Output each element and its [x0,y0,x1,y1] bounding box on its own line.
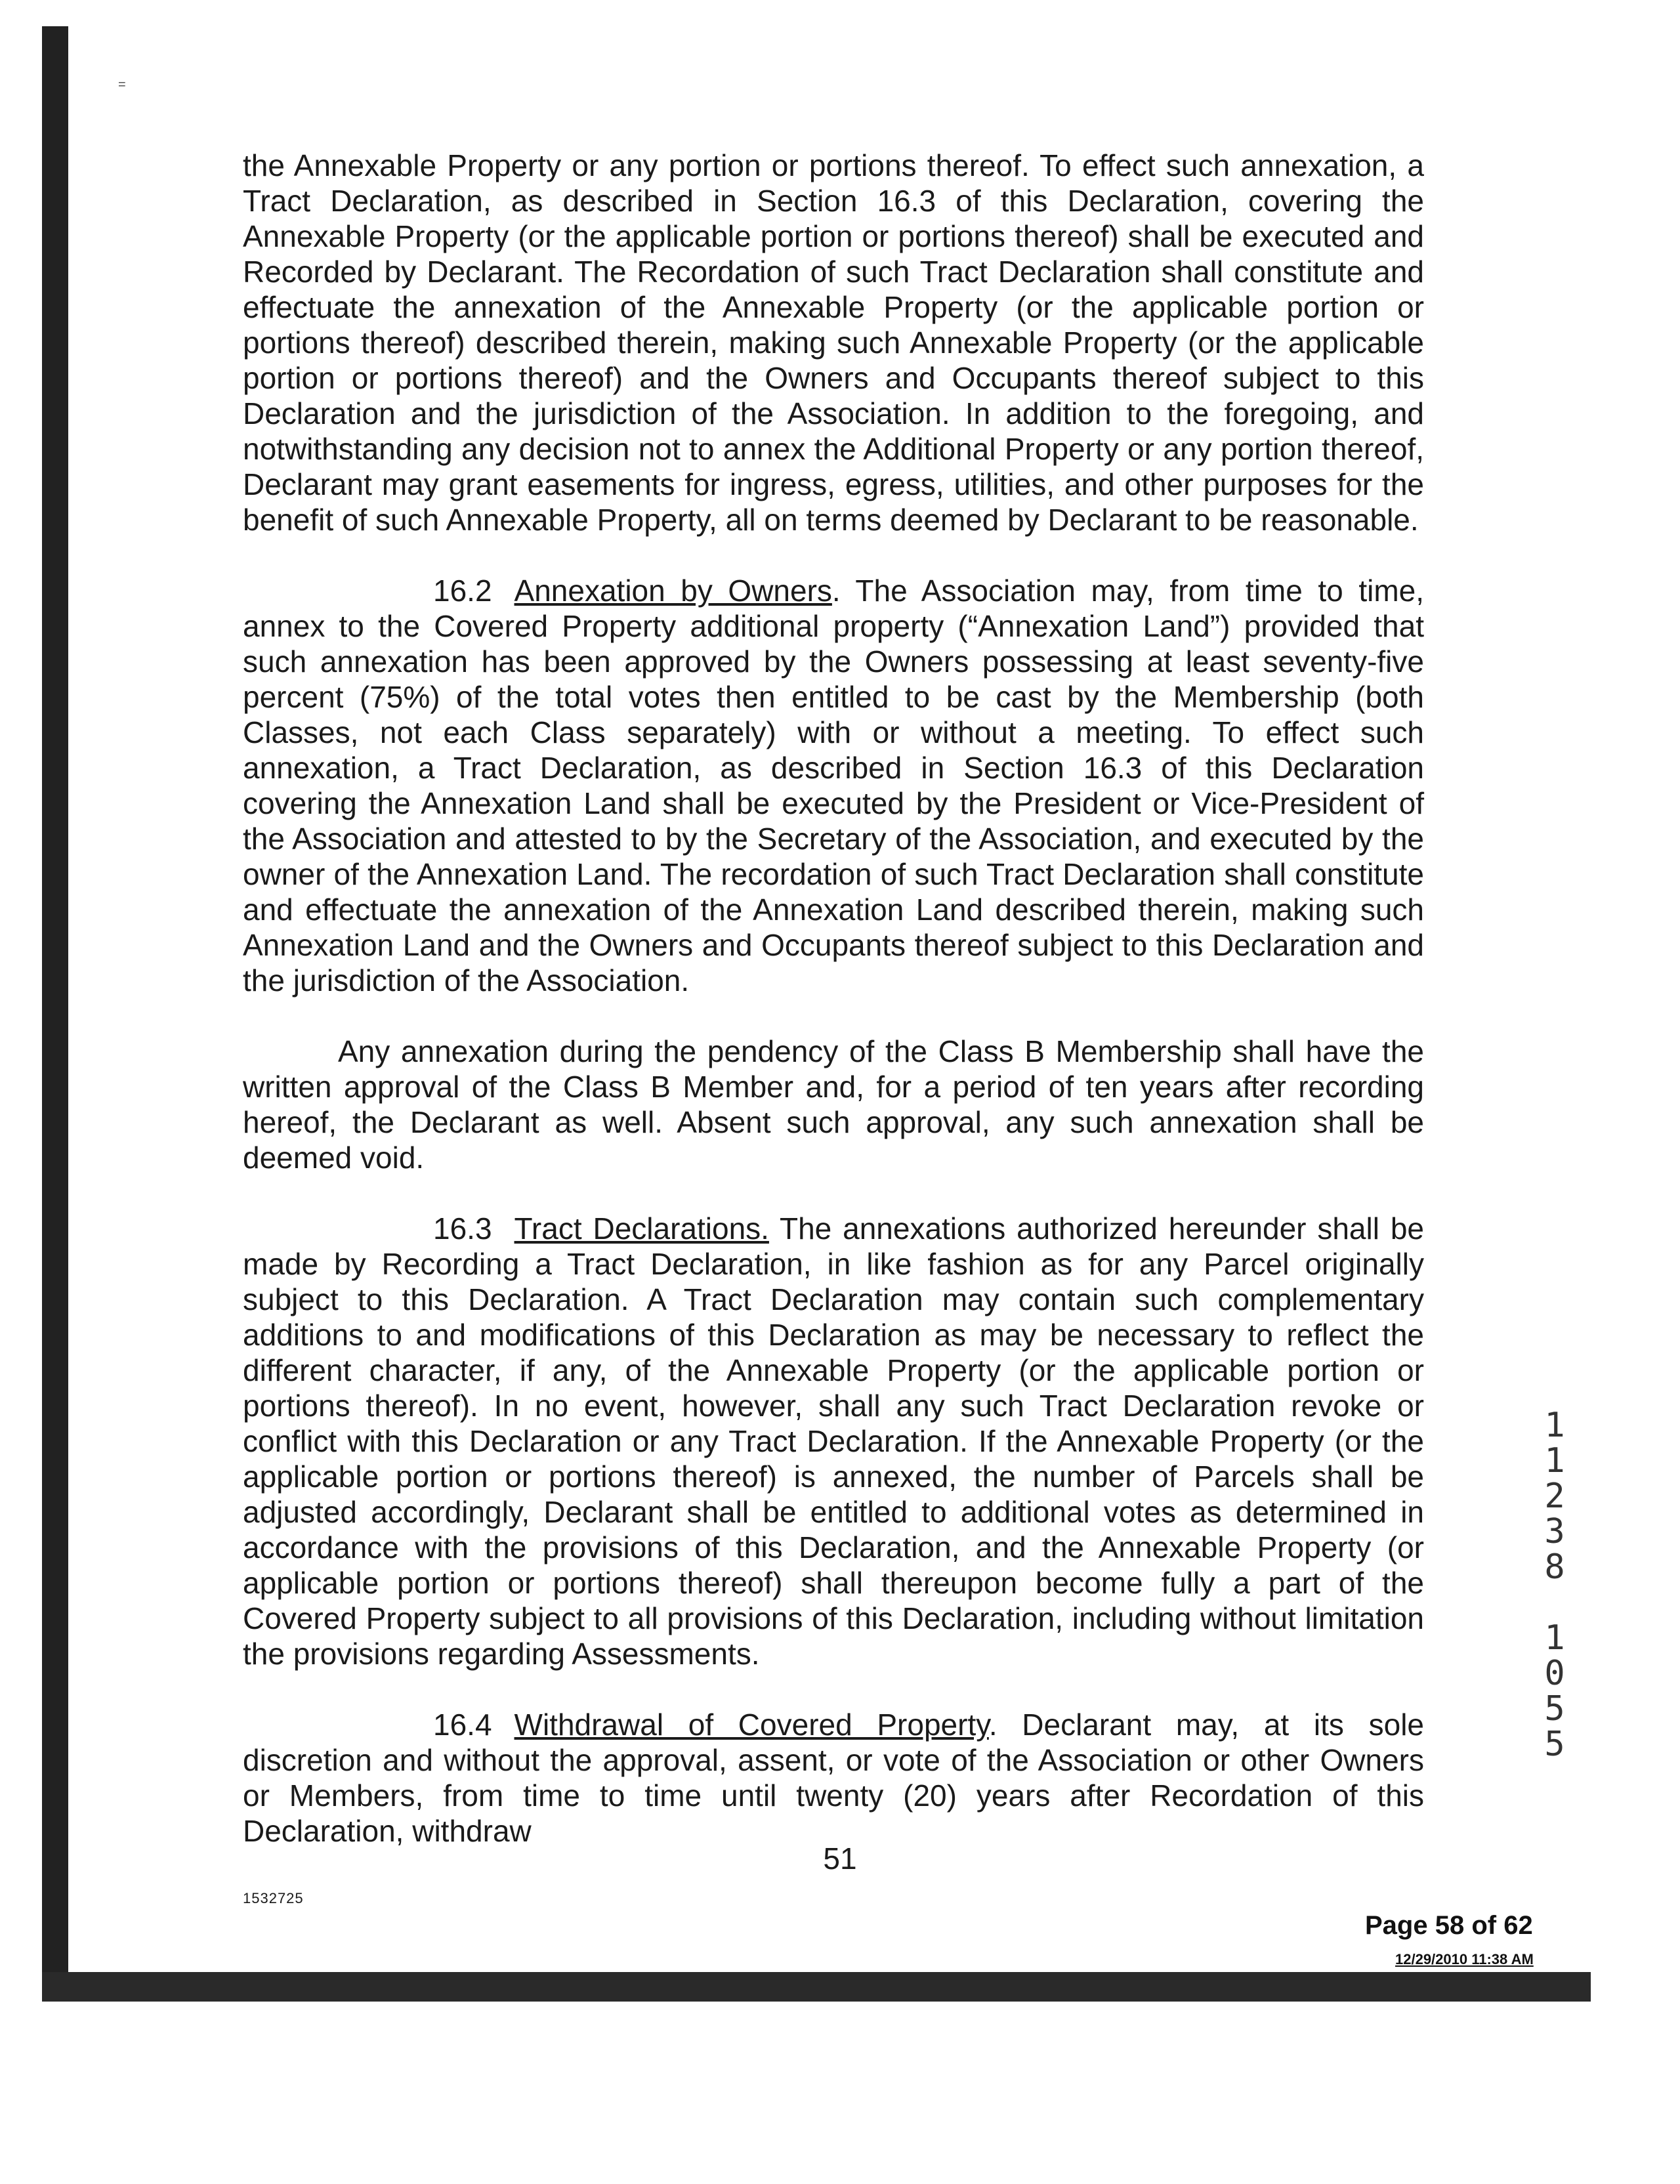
section-title: Annexation by Owners [514,574,832,608]
section-number: 16.2 [433,574,492,608]
page-number: 51 [823,1841,857,1876]
section-title: Tract Declarations. [514,1211,769,1246]
paragraph-text: Any annexation during the pendency of the Class B Membership shall have the written approval of the Class B Member and, for a period of ten years after recording hereof, the Declarant as well. Absent such approval, any such annexation shall be deemed void. [243,1034,1424,1175]
paragraph-annexable-property [243,148,1424,537]
document-body [243,148,1424,1884]
section-16-2 [243,573,1424,998]
stamp-digit: 5 [1544,1689,1565,1729]
section-16-4 [243,1707,1424,1849]
section-number: 16.3 [433,1211,492,1246]
section-title: Withdrawal of Covered Property [514,1708,989,1742]
paragraph-text: the Annexable Property or any portion or portions thereof. To effect such annexation, a Tract Declaration, as described in Section 16.3 of this Declaration, covering the Annexable Property (or the applicable portion or portions thereof) shall be executed and Recorded by Declarant. The Recordation of such Tract Declaration shall constitute and effectuate the annexation of the Annexable Property (or the applicable portion or portions thereof) described therein, making such Annexable Property (or the applicable portion or portions thereof) and the Owners and Occupants thereof subject to this Declaration and the jurisdiction of the Association. In addition to the foregoing, and notwithstanding any decision not to annex the Additional Property or any portion thereof, Declarant may grant easements for ingress, egress, utilities, and other purposes for the benefit of such Annexable Property, all on terms deemed by Declarant to be reasonable. [243,148,1424,537]
recorder-page-label: Page 58 of 62 [1365,1911,1533,1940]
stamp-digit: 5 [1544,1725,1565,1764]
paragraph-class-b-approval [243,1034,1424,1175]
stamp-digit: 1 [1544,1618,1565,1658]
stamp-digit: 3 [1544,1512,1565,1551]
section-16-3 [243,1211,1424,1671]
stamp-digit: 1 [1544,1441,1565,1480]
section-text: The annexations authorized hereunder shall be made by Recording a Tract Declaration, in like fashion as for any Parcel originally subject to this Declaration. A Tract Declaration may contain such complementary additions to and modifications of this Declaration as may be necessary to reflect the different character, if any, of the Annexable Property (or the applicable portion or portions thereof). In no event, however, shall any such Tract Declaration revoke or conflict with this Declaration or any Tract Declaration. If the Annexable Property (or the applicable portion or portions thereof) is annexed, the number of Parcels shall be adjusted accordingly, Declarant shall be entitled to additional votes as determined in accordance with the provisions of this Declaration, and the Annexable Property (or applicable portion or portions thereof) shall thereupon become fully a part of the Covered Property subject to all provisions of this Declaration, including without limitation the provisions regarding Assessments. [243,1211,1424,1671]
stamp-digit: 0 [1544,1654,1565,1693]
stamp-gap [1538,1585,1571,1620]
section-number: 16.4 [433,1708,492,1742]
stamp-digit: 1 [1544,1406,1565,1445]
stamp-digit: 2 [1544,1477,1565,1516]
section-text: . Declarant may, at its sole discretion and without the approval, assent, or vote of the Association or other Owners or Members, from time to time until twenty (20) years after Recordation of this Declaration, withdraw [243,1708,1424,1848]
document-id: 1532725 [243,1890,304,1906]
recording-number-stamp [1538,1408,1571,1762]
scan-edge-bottom [42,1972,1591,2002]
recorder-timestamp: 12/29/2010 11:38 AM [1395,1951,1534,1967]
scan-edge-left [42,26,68,2002]
stamp-digit: 8 [1544,1547,1565,1587]
section-text: . The Association may, from time to time, annex to the Covered Property additional property (“Annexation Land”) provided that such annexation has been approved by the Owners possessing at least seventy-five percent (75%) of the total votes then entitled to be cast by the Membership (both Classes, not each Class separately) with or without a meeting. To effect such annexation, a Tract Declaration, as described in Section 16.3 of this Declaration covering the Annexation Land shall be executed by the President or Vice-President of the Association and attested to by the Secretary of the Association, and executed by the owner of the Annexation Land. The recordation of such Tract Declaration shall constitute and effectuate the annexation of the Annexation Land described therein, making such Annexation Land and the Owners and Occupants thereof subject to this Declaration and the jurisdiction of the Association. [243,574,1424,998]
scan-mark: = [118,77,126,92]
